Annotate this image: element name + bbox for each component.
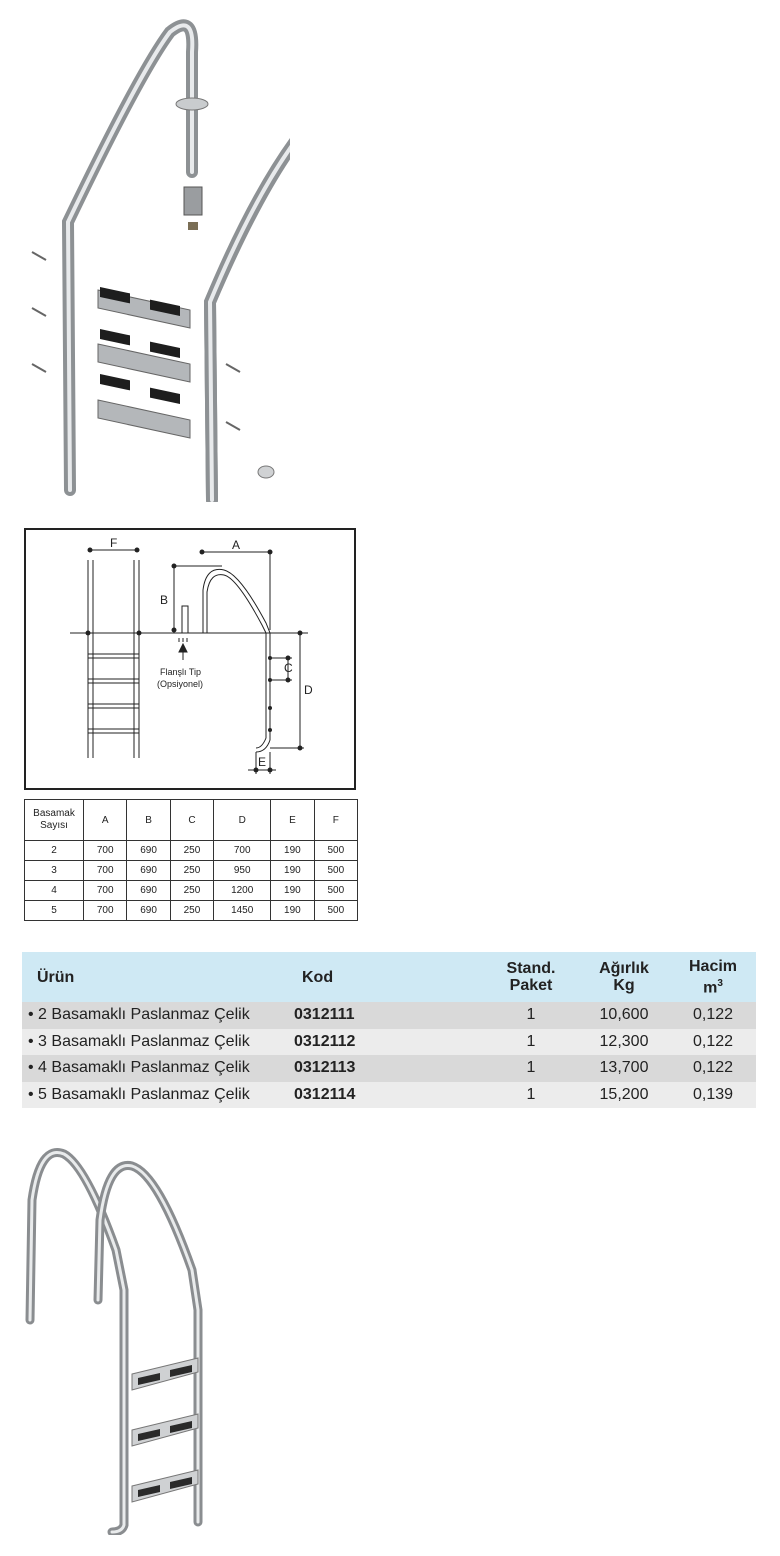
header-step-count: Basamak Sayısı — [25, 800, 84, 841]
dimension-table-header — [25, 800, 358, 841]
product-pack: 1 — [526, 1085, 536, 1103]
product-code: 0312114 — [294, 1085, 356, 1103]
table-row — [22, 1055, 756, 1082]
table-row: 3 700 690 250 950 190 500 — [25, 861, 358, 881]
label-d: D — [304, 683, 313, 697]
label-f: F — [110, 536, 118, 550]
label-b: B — [160, 593, 169, 607]
table-row — [22, 1082, 756, 1109]
product-name: • 4 Basamaklı Paslanmaz Çelik — [28, 1059, 250, 1077]
photo-steps — [132, 1358, 198, 1502]
product-table — [22, 952, 756, 1108]
product-volume: 0,122 — [692, 1032, 734, 1050]
flange-note-line1: Flanşlı Tip — [160, 667, 202, 677]
dimension-table — [24, 799, 358, 921]
product-code: 0312111 — [294, 1006, 355, 1024]
table-row: 5 700 690 250 1450 190 500 — [25, 901, 358, 921]
product-weight: 13,700 — [599, 1059, 649, 1077]
exploded-ladder-illustration — [20, 12, 290, 502]
product-name: • 5 Basamaklı Paslanmaz Çelik — [28, 1085, 250, 1103]
product-pack: 1 — [526, 1006, 536, 1024]
product-weight: 12,300 — [599, 1032, 649, 1050]
header-weight: Ağırlık Kg — [599, 960, 649, 994]
label-a: A — [232, 538, 241, 552]
front-handrail — [98, 1165, 198, 1522]
product-weight: 15,200 — [599, 1085, 649, 1103]
header-c: C — [170, 800, 213, 841]
header-product: Ürün — [37, 968, 75, 986]
back-handrail — [30, 1152, 124, 1532]
product-table-header — [22, 952, 756, 1002]
table-row — [22, 1029, 756, 1056]
table-row: 2 700 690 250 700 190 500 — [25, 841, 358, 861]
header-volume: Hacim $m^3$ — [688, 957, 738, 997]
header-pack: Stand. Paket — [506, 960, 556, 994]
header-d: D — [214, 800, 271, 841]
flange-note-line2: (Opsiyonel) — [157, 679, 204, 689]
table-row: 4 700 690 250 1200 190 500 — [25, 881, 358, 901]
assembled-ladder-photo — [20, 1140, 220, 1535]
product-weight: 10,600 — [599, 1006, 649, 1024]
label-c: C — [284, 661, 293, 675]
header-f: F — [314, 800, 357, 841]
header-a: A — [84, 800, 127, 841]
label-e: E — [258, 755, 267, 769]
product-pack: 1 — [526, 1059, 536, 1077]
header-code: Kod — [302, 968, 334, 986]
steps-group — [98, 287, 190, 438]
product-name: • 3 Basamaklı Paslanmaz Çelik — [28, 1032, 250, 1050]
product-code: 0312112 — [294, 1032, 356, 1050]
header-b: B — [127, 800, 170, 841]
header-e: E — [271, 800, 314, 841]
dimension-diagram — [24, 528, 356, 790]
table-row — [22, 1002, 756, 1029]
product-volume: 0,122 — [692, 1059, 734, 1077]
product-pack: 1 — [526, 1032, 536, 1050]
product-code: 0312113 — [294, 1059, 356, 1077]
product-volume: 0,122 — [692, 1006, 734, 1024]
product-name: • 2 Basamaklı Paslanmaz Çelik — [28, 1006, 250, 1024]
product-volume: 0,139 — [692, 1085, 734, 1103]
